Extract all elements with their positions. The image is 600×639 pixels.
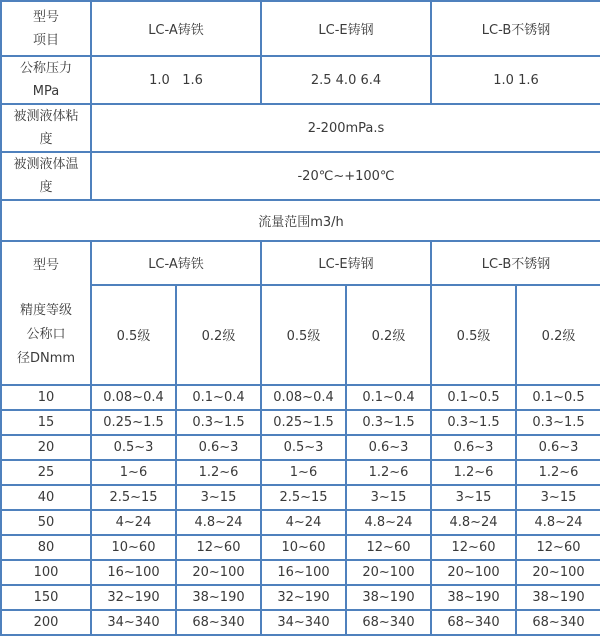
dn-cell: 25 — [1, 460, 91, 485]
pressure-value-lca: 1.0 1.6 — [91, 56, 261, 104]
flow-range-cell: 68~340 — [431, 610, 516, 635]
temperature-label-line2: 度 — [39, 180, 53, 195]
flow-range-cell: 0.5~3 — [261, 435, 346, 460]
table-row-dn40 — [1, 485, 600, 510]
table-row-dn50 — [1, 510, 600, 535]
flow-range-cell: 34~340 — [261, 610, 346, 635]
flow-range-cell: 3~15 — [176, 485, 261, 510]
flow-range-cell: 0.1~0.4 — [346, 385, 431, 410]
bottom-model-header-lce: LC-E铸钢 — [261, 241, 431, 285]
dn-cell: 10 — [1, 385, 91, 410]
flow-range-cell: 1~6 — [261, 460, 346, 485]
flow-range-cell: 12~60 — [346, 535, 431, 560]
flow-range-cell: 3~15 — [431, 485, 516, 510]
flow-range-cell: 16~100 — [261, 560, 346, 585]
flow-range-title-cell: 流量范围m3/h — [1, 200, 600, 241]
flow-range-cell: 4.8~24 — [516, 510, 600, 535]
header-row — [1, 1, 600, 56]
flow-range-cell: 38~190 — [431, 585, 516, 610]
flow-range-cell: 4.8~24 — [346, 510, 431, 535]
temperature-row — [1, 152, 600, 200]
viscosity-label-line1: 被测液体粘 — [13, 109, 79, 124]
flow-range-cell: 4.8~24 — [176, 510, 261, 535]
flow-range-cell: 3~15 — [346, 485, 431, 510]
flow-range-cell: 0.3~1.5 — [431, 410, 516, 435]
flow-range-cell: 0.6~3 — [346, 435, 431, 460]
flow-range-cell: 0.6~3 — [176, 435, 261, 460]
flow-range-cell: 32~190 — [91, 585, 176, 610]
flow-range-cell: 0.5~3 — [91, 435, 176, 460]
pressure-row — [1, 56, 600, 104]
accuracy-class-row — [1, 285, 600, 385]
flow-range-cell: 0.25~1.5 — [91, 410, 176, 435]
pressure-label-line2: MPa — [32, 84, 60, 99]
dn-cell: 15 — [1, 410, 91, 435]
dn-cell: 40 — [1, 485, 91, 510]
flow-range-cell: 1~6 — [91, 460, 176, 485]
corner-line-item: 项目 — [32, 32, 59, 48]
flow-range-cell: 1.2~6 — [176, 460, 261, 485]
flow-range-cell: 20~100 — [516, 560, 600, 585]
flow-range-cell: 20~100 — [176, 560, 261, 585]
table-row-dn200 — [1, 610, 600, 635]
viscosity-row — [1, 104, 600, 152]
flow-range-cell: 38~190 — [176, 585, 261, 610]
bottom-header-row — [1, 241, 600, 285]
accuracy-label-line3: 径DNmm — [16, 350, 76, 366]
flow-range-cell: 12~60 — [516, 535, 600, 560]
flow-range-cell: 0.08~0.4 — [91, 385, 176, 410]
dn-cell: 150 — [1, 585, 91, 610]
flow-range-cell: 4~24 — [91, 510, 176, 535]
pressure-value-lcb: 1.0 1.6 — [431, 56, 600, 104]
temperature-value-cell: -20℃~+100℃ — [91, 152, 600, 200]
flow-range-cell: 38~190 — [346, 585, 431, 610]
flow-range-cell: 10~60 — [91, 535, 176, 560]
dn-cell: 50 — [1, 510, 91, 535]
flow-range-cell: 0.1~0.4 — [176, 385, 261, 410]
table-row-dn20 — [1, 435, 600, 460]
pressure-value-lce: 2.5 4.0 6.4 — [261, 56, 431, 104]
bottom-corner-model-label: 型号 — [32, 258, 59, 273]
accuracy-class-cell: 0.2级 — [176, 285, 261, 385]
flow-range-cell: 0.6~3 — [431, 435, 516, 460]
model-header-lca: LC-A铸铁 — [91, 1, 261, 56]
accuracy-class-cell: 0.5级 — [91, 285, 176, 385]
pressure-label-line1: 公称压力 — [19, 61, 72, 76]
flow-range-cell: 2.5~15 — [261, 485, 346, 510]
viscosity-label-cell — [1, 104, 91, 152]
accuracy-label-line2: 公称口 — [26, 326, 66, 342]
flow-range-cell: 0.25~1.5 — [261, 410, 346, 435]
corner-line-model: 型号 — [32, 9, 59, 25]
accuracy-class-cell: 0.2级 — [346, 285, 431, 385]
flow-range-cell: 1.2~6 — [346, 460, 431, 485]
table-row-dn150 — [1, 585, 600, 610]
bottom-model-header-lca: LC-A铸铁 — [91, 241, 261, 285]
flow-range-cell: 68~340 — [346, 610, 431, 635]
accuracy-label-line1: 精度等级 — [19, 302, 72, 318]
flow-range-cell: 1.2~6 — [431, 460, 516, 485]
flow-range-cell: 12~60 — [176, 535, 261, 560]
flow-range-cell: 0.3~1.5 — [346, 410, 431, 435]
flow-range-cell: 12~60 — [431, 535, 516, 560]
flow-range-cell: 16~100 — [91, 560, 176, 585]
flow-range-cell: 0.1~0.5 — [516, 385, 600, 410]
accuracy-class-cell: 0.2级 — [516, 285, 600, 385]
dn-cell: 20 — [1, 435, 91, 460]
flow-range-cell: 3~15 — [516, 485, 600, 510]
accuracy-class-cell: 0.5级 — [261, 285, 346, 385]
flow-range-cell: 32~190 — [261, 585, 346, 610]
dn-cell: 80 — [1, 535, 91, 560]
accuracy-class-cell: 0.5级 — [431, 285, 516, 385]
table-row-dn100 — [1, 560, 600, 585]
viscosity-value-cell: 2-200mPa.s — [91, 104, 600, 152]
dn-cell: 200 — [1, 610, 91, 635]
flow-range-cell: 20~100 — [346, 560, 431, 585]
dn-cell: 100 — [1, 560, 91, 585]
flow-range-cell: 10~60 — [261, 535, 346, 560]
flow-range-cell: 34~340 — [91, 610, 176, 635]
flow-range-title-row — [1, 200, 600, 241]
model-header-lce: LC-E铸钢 — [261, 1, 431, 56]
bottom-model-header-lcb: LC-B不锈钢 — [431, 241, 600, 285]
flow-range-cell: 0.6~3 — [516, 435, 600, 460]
flow-range-cell: 0.08~0.4 — [261, 385, 346, 410]
table-row-dn25 — [1, 460, 600, 485]
table-row-dn15 — [1, 410, 600, 435]
flow-range-cell: 20~100 — [431, 560, 516, 585]
bottom-corner-cell — [1, 241, 91, 385]
flow-range-cell: 1.2~6 — [516, 460, 600, 485]
flow-range-cell: 4~24 — [261, 510, 346, 535]
bottom-corner-accuracy-label — [2, 285, 90, 384]
flow-range-cell: 4.8~24 — [431, 510, 516, 535]
flow-range-cell: 0.3~1.5 — [516, 410, 600, 435]
flow-range-cell: 68~340 — [176, 610, 261, 635]
flow-range-cell: 0.3~1.5 — [176, 410, 261, 435]
flow-range-cell: 68~340 — [516, 610, 600, 635]
table-row-dn10 — [1, 385, 600, 410]
temperature-label-cell — [1, 152, 91, 200]
table-row-dn80 — [1, 535, 600, 560]
flow-range-cell: 38~190 — [516, 585, 600, 610]
corner-cell — [1, 1, 91, 56]
flow-range-cell: 0.1~0.5 — [431, 385, 516, 410]
viscosity-label-line2: 度 — [39, 132, 53, 147]
temperature-label-line1: 被测液体温 — [13, 157, 79, 172]
model-header-lcb: LC-B不锈钢 — [431, 1, 600, 56]
pressure-label-cell — [1, 56, 91, 104]
flow-range-cell: 2.5~15 — [91, 485, 176, 510]
